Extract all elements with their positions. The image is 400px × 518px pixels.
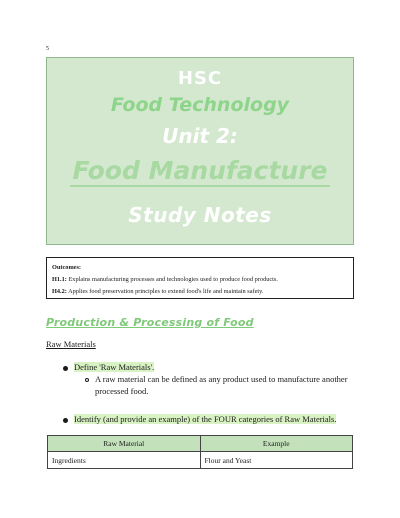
page-number: 5 <box>46 46 49 52</box>
table-cell-example: Flour and Yeast <box>200 452 353 469</box>
table-header-example: Example <box>200 436 353 452</box>
outcomes-heading: Outcomes: <box>52 264 82 271</box>
cover-hsc: HSC <box>177 68 223 89</box>
outcome-item <box>52 274 348 286</box>
cover-banner <box>46 57 354 245</box>
raw-materials-table <box>47 435 353 469</box>
outcome-code: H4.2: <box>52 288 67 295</box>
cover-subject: Food Technology <box>110 94 290 116</box>
bullet-dot <box>63 366 68 371</box>
table-header-row <box>48 436 353 452</box>
table-cell-raw-material: Ingredients <box>48 452 201 469</box>
outcome-text: Applies food preservation principles to extend food's life and maintain safety. <box>66 288 264 295</box>
section-title: Production & Processing of Food <box>46 316 254 329</box>
bullet-dot <box>63 418 68 423</box>
cover-topic-text: Food Manufacture <box>70 158 329 187</box>
bullet-identify <box>74 414 336 424</box>
table-row <box>48 452 353 469</box>
outcome-text: Explains manufacturing processes and technologies used to produce food products. <box>66 276 278 283</box>
cover-study-notes: Study Notes <box>128 203 272 227</box>
outcome-item <box>52 286 348 298</box>
subsection-title: Raw Materials <box>46 339 96 349</box>
bullet-identify-text: Identify (and provide an example) of the FOUR categories of Raw Materials. <box>74 414 337 424</box>
outcome-code: H1.1: <box>52 276 67 283</box>
bullet-define <box>74 362 154 372</box>
bullet-define-text: Define 'Raw Materials'. <box>74 362 155 372</box>
cover-unit: Unit 2: <box>162 124 238 148</box>
cover-topic <box>47 156 353 187</box>
bullet-define-answer: A raw material can be defined as any product used to manufacture another processed food. <box>95 374 348 396</box>
table-header-raw-material: Raw Material <box>48 436 201 452</box>
outcomes-box <box>46 257 354 299</box>
sub-bullet-ring <box>85 378 89 382</box>
